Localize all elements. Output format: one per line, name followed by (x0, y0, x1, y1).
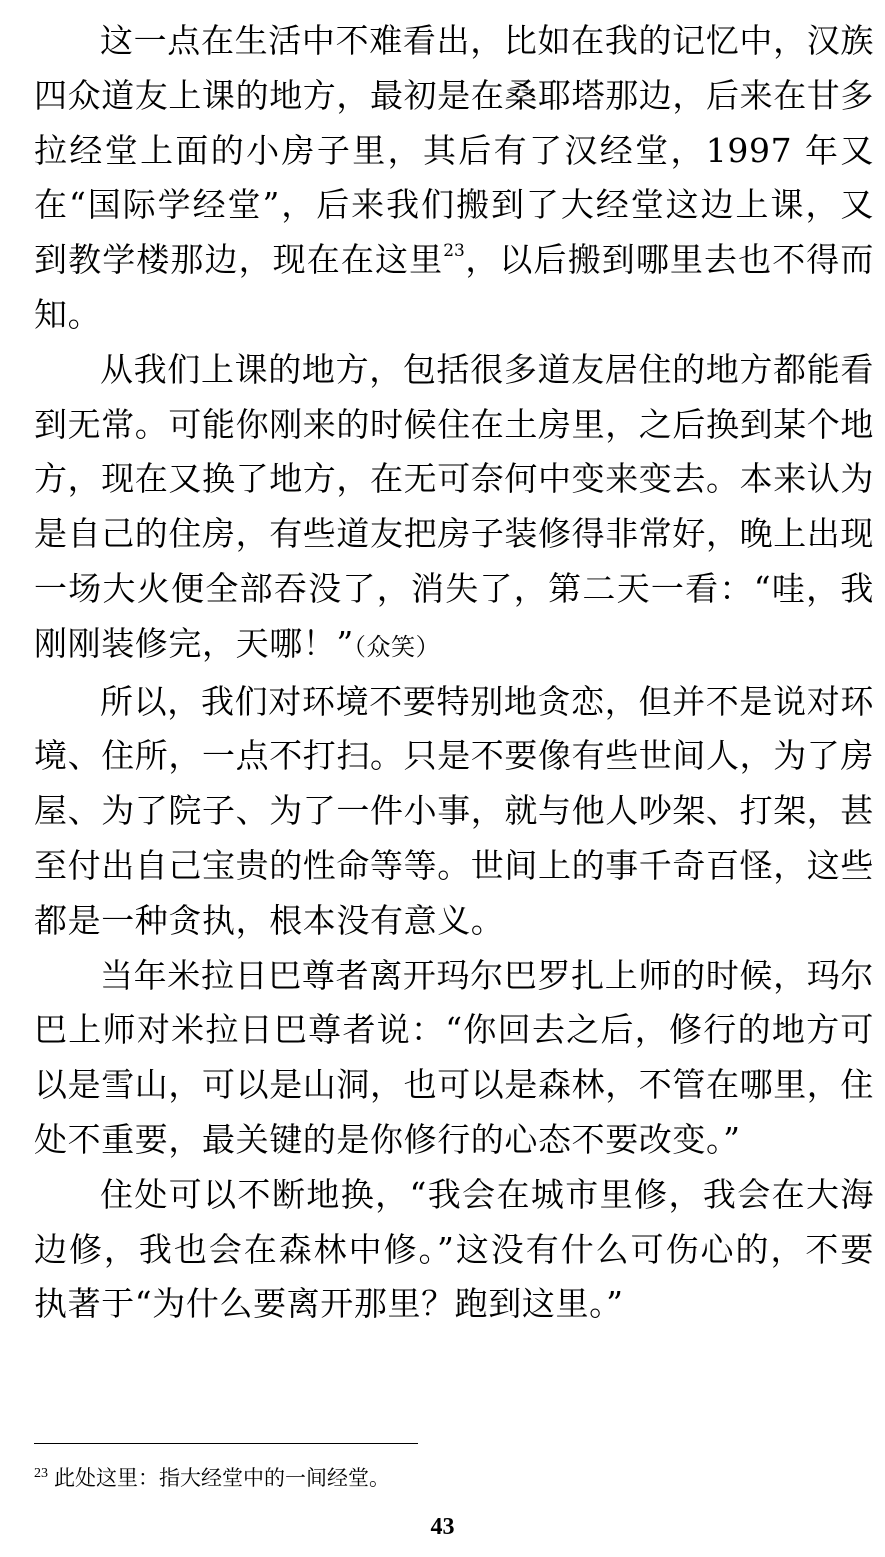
footnote-divider (34, 1443, 418, 1444)
footnote (34, 1460, 390, 1492)
paragraph-4: 当年米拉日巴尊者离开玛尔巴罗扎上师的时候，玛尔巴上师对米拉日巴尊者说：“你回去之后，修行的地方可以是雪山，可以是山洞，也可以是森林，不管在哪里，住处不重要，最关键的是你修行的心态不要改变。” (34, 955, 874, 1159)
footnote-reference[interactable]: 23 (443, 241, 465, 262)
footnote-number: 23 (34, 1466, 48, 1481)
footnote-text: 此处这里：指大经堂中的一间经堂。 (54, 1466, 390, 1490)
paragraph-2-text: 从我们上课的地方，包括很多道友居住的地方都能看到无常。可能你刚来的时候住在土房里，之后换到某个地方，现在又换了地方，在无可奈何中变来变去。本来认为是自己的住房，有些道友把房子装修得非常好，晚上出现一场大火便全部吞没了，消失了，第二天一看：“哇，我刚刚装修完，天哪！” (34, 349, 874, 663)
audience-laughter-note: （众笑） (353, 632, 441, 661)
paragraph-1-text-after: ，以后搬到哪里去也不得而知。 (34, 240, 875, 334)
main-text (34, 14, 874, 1332)
page-number: 43 (430, 1514, 455, 1540)
paragraph-5: 住处可以不断地换，“我会在城市里修，我会在大海边修，我也会在森林中修。”这没有什么可伤心的，不要执著于“为什么要离开那里？跑到这里。” (34, 1174, 874, 1324)
paragraph-1-text: 这一点在生活中不难看出，比如在我的记忆中，汉族四众道友上课的地方，最初是在桑耶塔那边，后来在甘多拉经堂上面的小房子里，其后有了汉经堂，1997 年又在“国际学经堂”，后来我们搬到了大经堂这边上课，又到教学楼那边，现在在这里 (34, 21, 874, 280)
paragraph-1 (34, 14, 874, 343)
paragraph-3: 所以，我们对环境不要特别地贪恋，但并不是说对环境、住所，一点不打扫。只是不要像有些世间人，为了房屋、为了院子、为了一件小事，就与他人吵架、打架，甚至付出自己宝贵的性命等等。世间上的事千奇百怪，这些都是一种贪执，根本没有意义。 (34, 681, 874, 940)
paragraph-2 (34, 343, 874, 675)
